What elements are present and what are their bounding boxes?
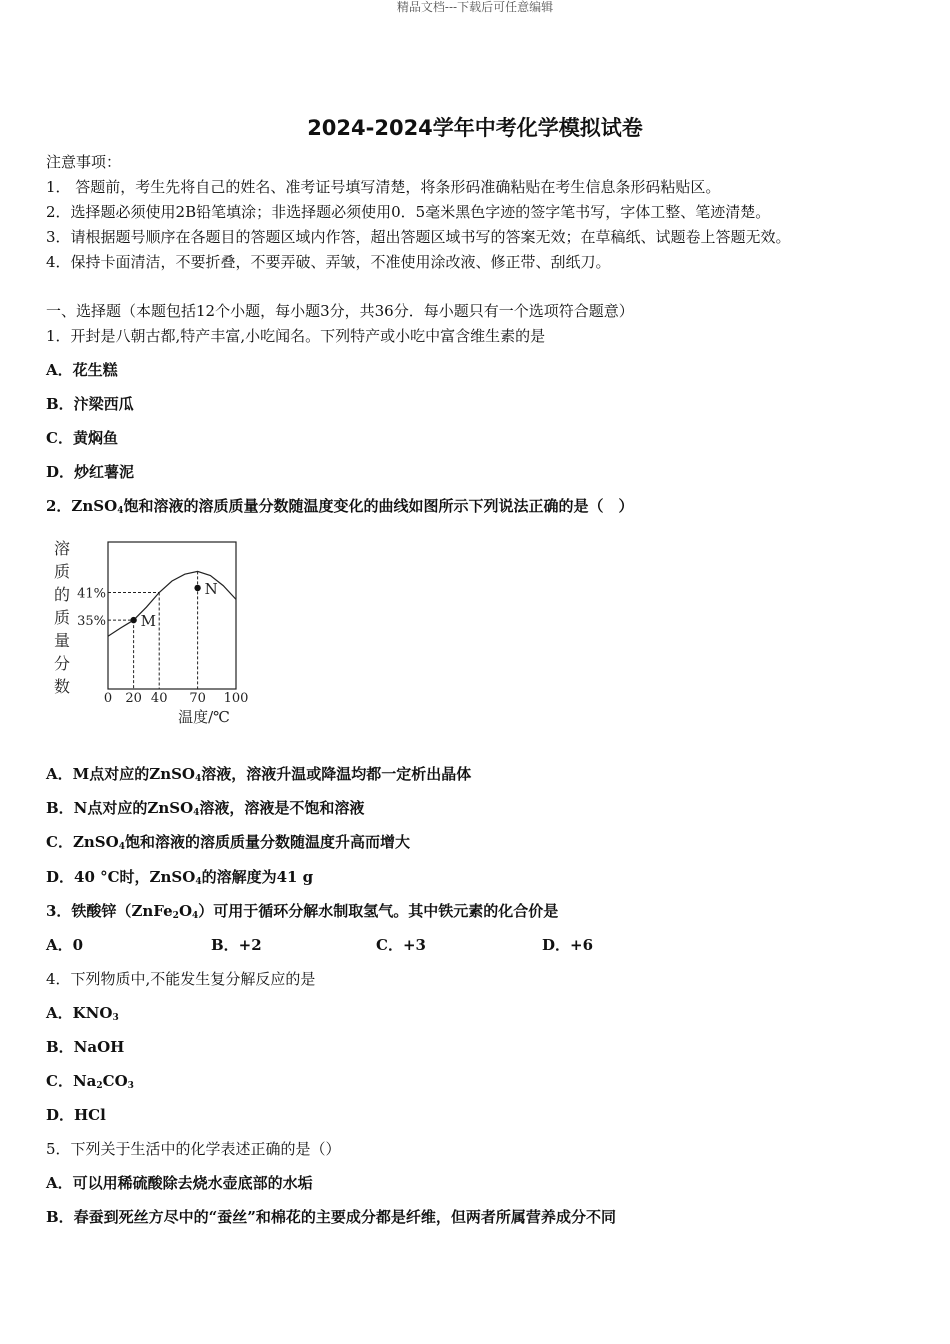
q2-option-c: C．ZnSO$_4$饱和溶液的溶质质量分数随温度升高而增大 xyxy=(46,833,410,852)
y-tick-label: 41% xyxy=(77,586,106,602)
q3-options xyxy=(46,935,846,955)
notice-item-1: 1． 答题前，考生先将自己的姓名、准考证号填写清楚，将条形码准确粘贴在考生信息条形码粘贴区。 xyxy=(46,178,721,196)
q5-stem: 5．下列关于生活中的化学表述正确的是（） xyxy=(46,1140,341,1158)
q2-option-b: B．N点对应的ZnSO$_4$溶液，溶液是不饱和溶液 xyxy=(46,799,365,818)
x-tick-label: 0 xyxy=(103,691,113,706)
solubility-chart-svg xyxy=(50,536,260,728)
x-tick-label: 100 xyxy=(223,691,249,706)
x-tick-label: 40 xyxy=(150,691,168,706)
q4-stem: 4．下列物质中,不能发生复分解反应的是 xyxy=(46,970,316,988)
q3-stem: 3．铁酸锌$(ZnFe_2O_4)$可用于循环分解水制取氢气。其中铁元素的化合价是 xyxy=(46,902,559,921)
y-axis-label-char: 的 xyxy=(53,585,71,604)
x-axis-label: 温度/℃ xyxy=(178,708,230,726)
x-tick-label: 70 xyxy=(189,691,206,706)
q4-option-b: B．NaOH xyxy=(46,1038,125,1056)
q2-option-a: A．M点对应的ZnSO$_4$溶液，溶液升温或降温均都一定析出晶体 xyxy=(46,765,472,784)
q4-option-d: D．HCl xyxy=(46,1106,106,1124)
y-tick-label: 35% xyxy=(77,614,106,630)
q3-option-d: D．+6 xyxy=(542,936,594,954)
chart-frame xyxy=(108,542,236,689)
y-axis-label-char: 分 xyxy=(53,654,71,673)
notice-item-2: 2．选择题必须使用2B铅笔填涂；非选择题必须使用0．5毫米黑色字迹的签字笔书写，字体工整、笔迹清楚。 xyxy=(46,203,771,221)
y-axis-label-char: 溶 xyxy=(53,539,71,558)
q1-option-a: A．花生糕 xyxy=(46,361,118,379)
q1-stem: 1．开封是八朝古都,特产丰富,小吃闻名。下列特产或小吃中富含维生素的是 xyxy=(46,327,546,345)
y-axis-label-char: 数 xyxy=(53,677,71,696)
page-header: 精品文档---下载后可任意编辑 xyxy=(396,0,554,14)
point-m xyxy=(130,617,136,623)
point-label-n: N xyxy=(204,579,218,598)
notice-item-4: 4．保持卡面清洁，不要折叠，不要弄破、弄皱，不准使用涂改液、修正带、刮纸刀。 xyxy=(46,253,611,271)
section-heading: 一、选择题（本题包括12个小题，每小题3分，共36分．每小题只有一个选项符合题意） xyxy=(46,302,634,320)
q5-option-b: B．春蚕到死丝方尽中的“蚕丝”和棉花的主要成分都是纤维，但两者所属营养成分不同 xyxy=(46,1208,616,1226)
q3-option-c: C．+3 xyxy=(376,936,426,954)
x-tick-label: 20 xyxy=(125,691,142,706)
solubility-chart xyxy=(50,536,260,728)
q3-option-b: B．+2 xyxy=(211,936,262,954)
q4-option-a: A．$KNO_3$ xyxy=(46,1004,119,1023)
notice-heading: 注意事项： xyxy=(46,153,122,171)
notice-item-3: 3．请根据题号顺序在各题目的答题区域内作答，超出答题区域书写的答案无效；在草稿纸、试题卷上答题无效。 xyxy=(46,228,791,246)
q2-option-d: D．40 °C时，ZnSO$_4$的溶解度为41 g xyxy=(46,868,314,887)
page-title: 2024-2024学年中考化学模拟试卷 xyxy=(307,116,643,140)
q1-option-d: D．炒红薯泥 xyxy=(46,463,135,481)
point-label-m: M xyxy=(140,612,156,631)
q1-option-c: C．黄焖鱼 xyxy=(46,429,118,447)
y-axis-label-char: 量 xyxy=(53,631,71,650)
q1-option-b: B．汴梁西瓜 xyxy=(46,395,134,413)
point-n xyxy=(194,585,200,591)
y-axis-label-char: 质 xyxy=(53,562,71,581)
q3-option-a: A．0 xyxy=(46,936,84,954)
y-axis-label-char: 质 xyxy=(53,608,71,627)
q4-option-c: C．$Na_2CO_3$ xyxy=(46,1072,134,1091)
q2-stem: 2．ZnSO$_4$饱和溶液的溶质质量分数随温度变化的曲线如图所示下列说法正确的是（ ） xyxy=(46,497,634,516)
q5-option-a: A．可以用稀硫酸除去烧水壶底部的水垢 xyxy=(46,1174,313,1192)
